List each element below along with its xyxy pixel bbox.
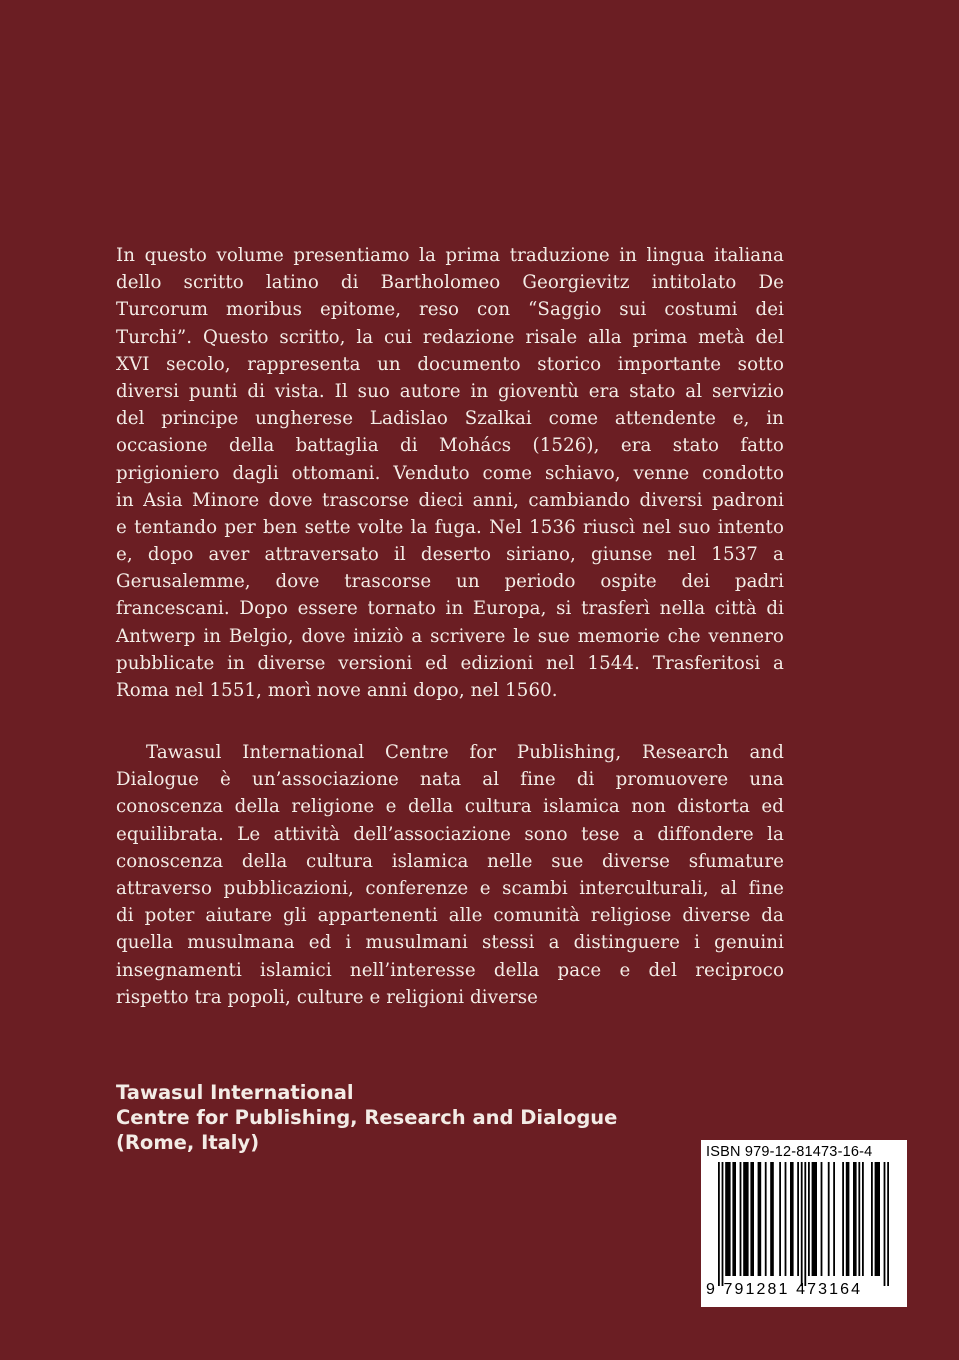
synopsis-line: e, dopo aver attraversato il deserto siriano, giunse nel 1537 a (116, 544, 784, 566)
synopsis-line: Turcorum moribus epitome, reso con “Saggio sui costumi dei (116, 299, 784, 321)
synopsis-line: occasione della battaglia di Mohács (1526), era stato fatto (116, 435, 784, 457)
barcode-bar (743, 1162, 748, 1276)
barcode-guard-bar (804, 1162, 806, 1286)
isbn-label: ISBN 979-12-81473-16-4 (706, 1144, 873, 1160)
description-line: di poter aiutare gli appartenenti alle comunità religiose diverse da (116, 905, 784, 927)
barcode-bar (808, 1162, 810, 1276)
synopsis-line: XVI secolo, rappresenta un documento storico importante sotto (116, 353, 784, 375)
synopsis-line: e tentando per ben sette volte la fuga. Nel 1536 riuscì nel suo intento (116, 516, 784, 538)
barcode-bar (740, 1162, 742, 1276)
synopsis-line: Turchi”. Questo scritto, la cui redazione risale alla prima metà del (116, 326, 784, 348)
barcode-bar (790, 1162, 794, 1276)
barcode-bar (750, 1162, 754, 1276)
barcode-bar (725, 1162, 730, 1276)
barcode-bar (858, 1162, 860, 1276)
synopsis-line: In questo volume presentiamo la prima traduzione in lingua italiana (116, 245, 784, 266)
description-line: insegnamenti islamici nell’interesse della pace e del reciproco (116, 959, 784, 981)
barcode-bar (853, 1162, 857, 1276)
description-line: attraverso pubblicazioni, conferenze e scambi interculturali, al fine (116, 877, 784, 899)
description-line: Tawasul International Centre for Publishing, Research and (146, 742, 784, 763)
barcode-bar (862, 1162, 864, 1276)
publisher-name-line: Tawasul International (116, 1081, 354, 1104)
barcode-digits: 9 791281 473164 (706, 1281, 863, 1298)
synopsis-line: diversi punti di vista. Il suo autore in gioventù era stato al servizio (116, 380, 784, 402)
barcode-bar (833, 1162, 835, 1276)
barcode-bar (871, 1162, 873, 1276)
publisher-location-line: (Rome, Italy) (116, 1131, 260, 1154)
barcode-bar (770, 1162, 774, 1276)
barcode-bar (785, 1162, 787, 1276)
barcode-bar (797, 1162, 799, 1276)
barcode-bar (732, 1162, 736, 1276)
barcode-bar (821, 1162, 823, 1276)
description-line: conoscenza della religione e della cultura islamica non distorta ed (116, 796, 784, 818)
barcode-bar (765, 1162, 767, 1276)
publisher-name-line: Centre for Publishing, Research and Dialogue (116, 1106, 618, 1129)
synopsis-line: in Asia Minore dove trascorse dieci anni, cambiando diversi padroni (116, 489, 784, 511)
synopsis-paragraph (116, 242, 784, 704)
barcode-guard-bar (887, 1162, 889, 1286)
description-line: equilibrata. Le attività dell’associazione sono tese a diffondere la (116, 823, 784, 845)
synopsis-line: Roma nel 1551, morì nove anni dopo, nel 1560. (116, 680, 558, 701)
publisher-imprint (116, 1080, 676, 1155)
barcode-guard-bar (718, 1162, 720, 1286)
synopsis-line: dello scritto latino di Bartholomeo Georgievitz intitolato De (116, 272, 784, 294)
barcode-guard-bar (801, 1162, 803, 1286)
synopsis-line: Antwerp in Belgio, dove iniziò a scrivere le sue memorie che vennero (116, 625, 784, 647)
description-line: rispetto tra popoli, culture e religioni diverse (116, 986, 539, 1008)
barcode-bar (828, 1162, 830, 1276)
barcode-bar (812, 1162, 817, 1276)
barcode-bar (779, 1162, 781, 1276)
synopsis-line: del principe ungherese Ladislao Szalkai come attendente e, in (116, 408, 784, 430)
description-line: quella musulmana ed i musulmani stessi a distinguere i genuini (116, 932, 784, 954)
publisher-description-paragraph (116, 739, 784, 1011)
isbn-barcode (701, 1140, 907, 1307)
synopsis-line: Gerusalemme, dove trascorse un periodo ospite dei padri (116, 571, 784, 593)
synopsis-line: pubblicate in diverse versioni ed edizioni nel 1544. Trasferitosi a (116, 652, 784, 674)
description-line: Dialogue è un’associazione nata al fine di promuovere una (116, 769, 784, 791)
barcode-guard-bar (722, 1162, 724, 1286)
barcode-bar (846, 1162, 850, 1276)
description-line: conoscenza della cultura islamica nelle sue diverse sfumature (116, 850, 784, 872)
barcode-bar (758, 1162, 762, 1276)
barcode-guard-bar (884, 1162, 886, 1286)
synopsis-line: prigioniero dagli ottomani. Venduto come schiavo, venne condotto (116, 462, 784, 484)
synopsis-line: francescani. Dopo essere tornato in Europa, si trasferì nella città di (116, 598, 784, 620)
barcode-bar (842, 1162, 844, 1276)
barcode-bar (875, 1162, 880, 1276)
